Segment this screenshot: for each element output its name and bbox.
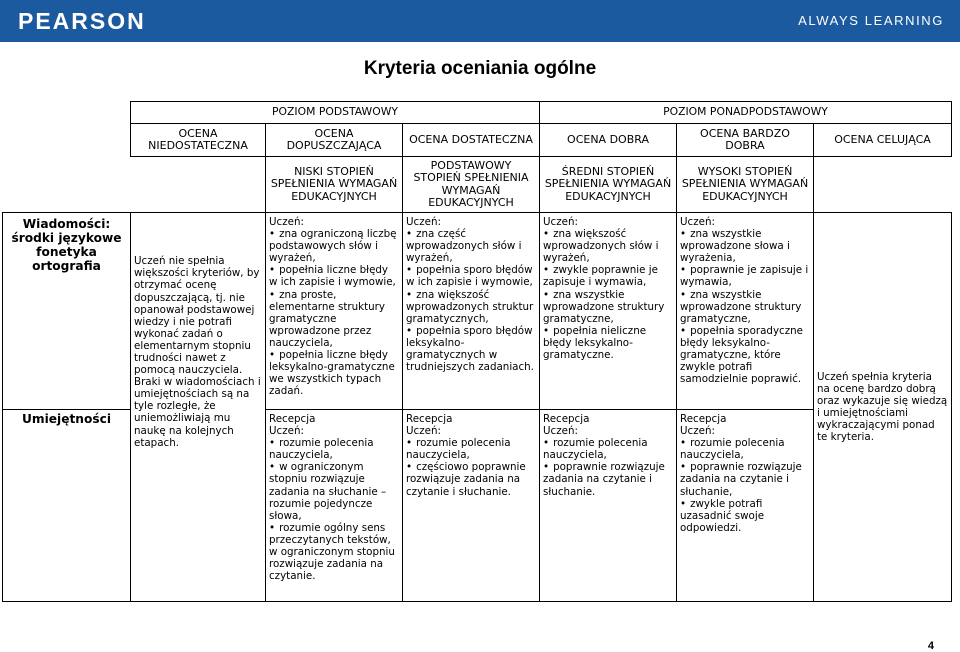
skills-cell-dobra	[540, 410, 677, 602]
niedostateczna-description: Uczeń nie spełnia większości kryteriów, by otrzymać ocenę dopuszczającą, tj. nie opanował podstawowej wiedzy i nie potrafi wykonać zadań o elementarnym stopniu trudności nawet z pomocą nauczyciela. Braki w wiadomościach i umiejętnościach są na tyle rozległe, że uniemożliwiają mu naukę na kolejnych etapach.	[131, 213, 266, 602]
knowledge-cell-dostateczna	[403, 213, 540, 410]
knowledge-item: • popełnia liczne błędy w ich zapisie i wymowie,	[269, 264, 399, 288]
knowledge-item: • popełnia sporo błędów leksykalno-gramatycznych w trudniejszych zadaniach.	[406, 325, 536, 373]
level-basic: POZIOM PODSTAWOWY	[131, 102, 540, 124]
knowledge-intro: Uczeń:	[406, 216, 441, 228]
skills-heading: Recepcja	[680, 413, 727, 425]
knowledge-item: • popełnia nieliczne błędy leksykalno-gramatyczne.	[543, 325, 673, 361]
row-label-skills: Umiejętności	[3, 410, 131, 602]
skills-item: • rozumie polecenia nauczyciela,	[543, 437, 673, 461]
page-title: Kryteria oceniania ogólne	[363, 58, 597, 79]
grade-dopuszczajaca: OCENA DOPUSZCZAJĄCA	[266, 124, 403, 157]
empty-corner-3	[3, 157, 131, 213]
knowledge-intro: Uczeń:	[543, 216, 578, 228]
knowledge-item: • zna wszystkie wprowadzone struktury gramatyczne,	[680, 289, 810, 325]
requirement-basic: PODSTAWOWY STOPIEŃ SPEŁNIENIA WYMAGAŃ EDUKACYJNYCH	[403, 157, 540, 213]
skills-item: • rozumie polecenia nauczyciela,	[406, 437, 536, 461]
skills-intro: Uczeń:	[406, 425, 441, 438]
knowledge-cell-dopuszczajaca	[266, 213, 403, 410]
knowledge-cell-bardzo-dobra	[677, 213, 814, 410]
skills-intro: Uczeń:	[680, 425, 715, 438]
skills-item: • częściowo poprawnie rozwiązuje zadania na czytanie i słuchanie.	[406, 461, 536, 497]
knowledge-item: • popełnia liczne błędy leksykalno-gramatyczne we wszystkich typach zadań.	[269, 349, 399, 397]
skills-intro: Uczeń:	[543, 425, 578, 438]
knowledge-item: • zna ograniczoną liczbę podstawowych słów i wyrażeń,	[269, 228, 399, 264]
knowledge-item: • zna wszystkie wprowadzone słowa i wyrażenia,	[680, 228, 810, 264]
empty-cell-2	[814, 157, 952, 213]
skills-item: • poprawnie rozwiązuje zadania na czytanie i słuchanie.	[543, 461, 673, 497]
skills-item: • poprawnie rozwiązuje zadania na czytanie i słuchanie,	[680, 461, 810, 497]
skills-intro: Uczeń:	[269, 425, 304, 438]
tagline: ALWAYS LEARNING	[798, 13, 944, 28]
grade-dobra: OCENA DOBRA	[540, 124, 677, 157]
requirement-medium: ŚREDNI STOPIEŃ SPEŁNIENIA WYMAGAŃ EDUKACYJNYCH	[540, 157, 677, 213]
grade-bardzo-dobra: OCENA BARDZO DOBRA	[677, 124, 814, 157]
requirement-low: NISKI STOPIEŃ SPEŁNIENIA WYMAGAŃ EDUKACYJNYCH	[266, 157, 403, 213]
skills-item: • rozumie polecenia nauczyciela,	[680, 437, 810, 461]
grading-criteria-table	[2, 101, 952, 602]
requirement-high: WYSOKI STOPIEŃ SPEŁNIENIA WYMAGAŃ EDUKACYJNYCH	[677, 157, 814, 213]
pearson-logo: PEARSON	[18, 8, 146, 34]
knowledge-intro: Uczeń:	[680, 216, 715, 228]
empty-cell	[131, 157, 266, 213]
skills-item: • rozumie ogólny sens przeczytanych tekstów, w ograniczonym stopniu rozwiązuje zadania na czytanie.	[269, 522, 399, 582]
skills-cell-bardzo-dobra	[677, 410, 814, 602]
row-label-knowledge: Wiadomości: środki językowe fonetyka ortografia	[3, 213, 131, 410]
knowledge-item: • popełnia sporadyczne błędy leksykalno-gramatyczne, które zwykle potrafi samodzielnie poprawić.	[680, 325, 810, 385]
skills-item: • rozumie polecenia nauczyciela,	[269, 437, 399, 461]
knowledge-item: • zna większość wprowadzonych struktur gramatycznych,	[406, 289, 536, 325]
skills-cell-dostateczna	[403, 410, 540, 602]
grade-dostateczna: OCENA DOSTATECZNA	[403, 124, 540, 157]
skills-heading: Recepcja	[269, 413, 316, 425]
page-number: 4	[927, 640, 934, 652]
knowledge-item: • popełnia sporo błędów w ich zapisie i wymowie,	[406, 264, 536, 288]
skills-item: • w ograniczonym stopniu rozwiązuje zadania na słuchanie – rozumie pojedyncze słowa,	[269, 461, 399, 521]
knowledge-intro: Uczeń:	[269, 216, 304, 228]
knowledge-item: • zna większość wprowadzonych słów i wyrażeń,	[543, 228, 673, 264]
skills-cell-dopuszczajaca	[266, 410, 403, 602]
empty-corner-2	[3, 124, 131, 157]
grade-celujaca: OCENA CELUJĄCA	[814, 124, 952, 157]
knowledge-item: • zna proste, elementarne struktury gramatyczne wprowadzone przez nauczyciela,	[269, 289, 399, 349]
celujaca-description: Uczeń spełnia kryteria na ocenę bardzo dobrą oraz wykazuje się wiedzą i umiejętnościami wykraczającymi ponad te kryteria.	[814, 213, 952, 602]
knowledge-cell-dobra	[540, 213, 677, 410]
knowledge-item: • poprawnie je zapisuje i wymawia,	[680, 264, 810, 288]
skills-heading: Recepcja	[406, 413, 453, 425]
pearson-header-bar	[0, 0, 960, 42]
skills-item: • zwykle potrafi uzasadnić swoje odpowiedzi.	[680, 498, 810, 534]
knowledge-item: • zna wszystkie wprowadzone struktury gramatyczne,	[543, 289, 673, 325]
grade-niedostateczna: OCENA NIEDOSTATECZNA	[131, 124, 266, 157]
knowledge-item: • zwykle poprawnie je zapisuje i wymawia,	[543, 264, 673, 288]
knowledge-item: • zna część wprowadzonych słów i wyrażeń,	[406, 228, 536, 264]
skills-heading: Recepcja	[543, 413, 590, 425]
level-advanced: POZIOM PONADPODSTAWOWY	[540, 102, 952, 124]
empty-corner	[3, 102, 131, 124]
